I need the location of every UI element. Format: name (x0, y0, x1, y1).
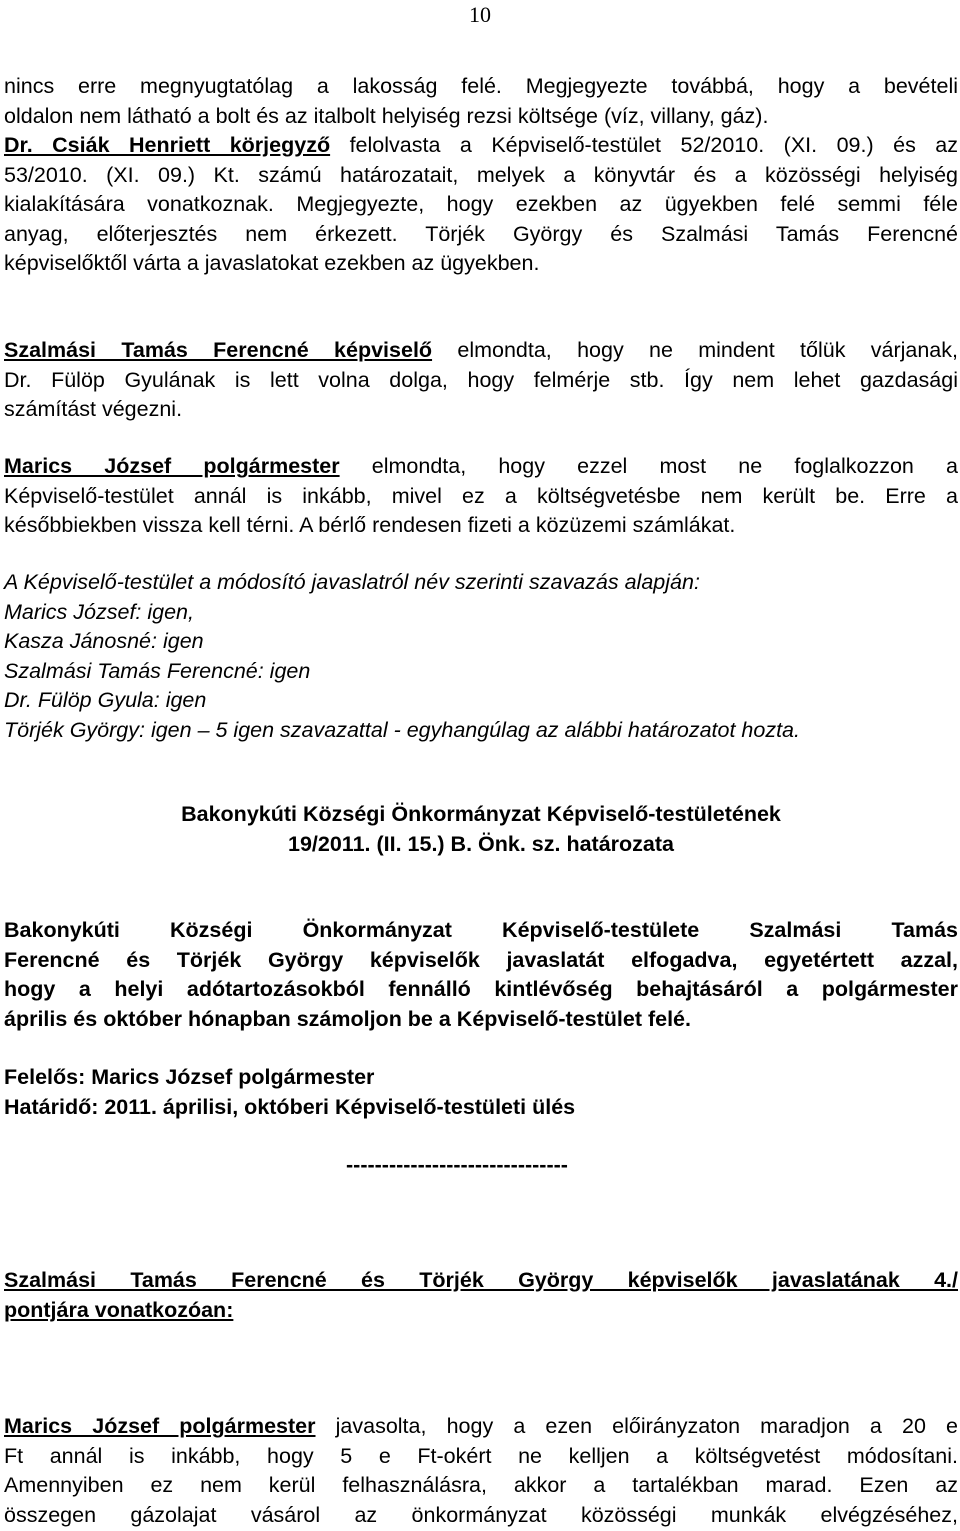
page-number: 10 (469, 2, 491, 27)
text-line: későbbiekben vissza kell térni. A bérlő rendesen fizeti a közüzemi számlákat. (4, 513, 736, 537)
text-line: képviselőktől várta a javaslatokat ezekben az ügyekben. (4, 251, 540, 275)
heading-line: Szalmási Tamás Ferencné és Törjék György képviselők javaslatának 4./ (4, 1268, 958, 1292)
paragraph-4 (4, 452, 958, 541)
deadline: Határidő: 2011. áprilisi, októberi Képviselő-testületi ülés (4, 1094, 576, 1119)
vote-line: Marics József: igen, (4, 599, 194, 624)
text-fragment: felolvasta a Képviselő-testület 52/2010. (XI. 09.) és az (330, 133, 959, 157)
text-line: Amennyiben ez nem kerül felhasználásra, akkor a tartalékban marad. Ezen az (4, 1473, 958, 1497)
text-line: összegen gázolajat vásárol az önkormányzat közösségi munkák elvégzéséhez, (4, 1502, 958, 1527)
text-line: Ft annál is inkább, hogy 5 e Ft-okért ne kelljen a költségvetést módosítani. (4, 1443, 958, 1468)
text-line: Bakonykúti Községi Önkormányzat Képviselő-testülete Szalmási Tamás (4, 918, 958, 942)
text-line: 53/2010. (XI. 09.) Kt. számú határozatait, melyek a könyvtár és a közösségi helyiség (4, 162, 958, 187)
vote-line: Dr. Fülöp Gyula: igen (4, 688, 207, 712)
resolution-body (4, 916, 958, 1034)
vote-result: Törjék György: igen – 5 igen szavazattal - egyhangúlag az alábbi határozatot hozta. (4, 717, 800, 742)
paragraph-1 (4, 72, 958, 131)
text-line: Ferencné és Törjék György képviselők javaslatát elfogadva, egyetértett azzal, (4, 947, 958, 972)
resolution-number: 19/2011. (II. 15.) B. Önk. sz. határozata (288, 831, 674, 856)
section-heading (4, 1266, 958, 1325)
text-line: számítást végezni. (4, 397, 183, 421)
vote-intro: A Képviselő-testület a módosító javaslatról név szerinti szavazás alapján: (4, 570, 700, 594)
speaker-name: Szalmási Tamás Ferencné képviselő (4, 338, 433, 362)
resolution-title-line: Bakonykúti Községi Önkormányzat Képviselő-testületének (181, 802, 781, 826)
text-line: anyag, előterjesztés nem érkezett. Törjék György és Szalmási Tamás Ferencné (4, 221, 958, 246)
resolution-meta (4, 1063, 958, 1122)
speaker-name: Marics József polgármester (4, 454, 340, 478)
heading-line: pontjára vonatkozóan: (4, 1297, 234, 1322)
paragraph-5 (4, 1412, 958, 1530)
text-line: nincs erre megnyugtatólag a lakosság felé. Megjegyezte továbbá, hogy a bevételi (4, 74, 958, 98)
text-line: oldalon nem látható a bolt és az italbolt helyiség rezsi költsége (víz, villany, gáz). (4, 103, 769, 128)
text-fragment: javasolta, hogy a ezen előirányzaton maradjon a 20 e (315, 1414, 958, 1438)
responsible: Felelős: Marics József polgármester (4, 1065, 375, 1089)
text-line: Képviselő-testület annál is inkább, mivel ez a költségvetésbe nem került be. Erre a (4, 483, 958, 508)
speaker-name: Dr. Csiák Henriett körjegyző (4, 133, 331, 157)
speaker-name: Marics József polgármester (4, 1414, 316, 1438)
vote-record (4, 568, 958, 745)
paragraph-3 (4, 336, 958, 425)
paragraph-2 (4, 131, 958, 279)
separator: ------------------------------- (346, 1153, 568, 1177)
vote-line: Szalmási Tamás Ferencné: igen (4, 658, 311, 683)
text-line: kialakítására vonatkoznak. Megjegyezte, hogy ezekben az ügyekben felé semmi féle (4, 192, 958, 216)
text-line (4, 131, 958, 161)
vote-line: Kasza Jánosné: igen (4, 629, 204, 653)
text-line (4, 336, 958, 366)
text-line: április és október hónapban számoljon be a Képviselő-testület felé. (4, 1006, 691, 1031)
resolution-title (4, 800, 958, 859)
text-line: Dr. Fülöp Gyulának is lett volna dolga, hogy felmérje stb. Így nem lehet gazdasági (4, 367, 958, 392)
text-line: hogy a helyi adótartozásokból fennálló kintlévőség behajtásáról a polgármester (4, 977, 958, 1001)
text-fragment: elmondta, hogy ezzel most ne foglalkozzon a (339, 454, 958, 478)
text-fragment: elmondta, hogy ne mindent tőlük várjanak, (432, 338, 958, 362)
text-line (4, 452, 958, 482)
text-line (4, 1412, 958, 1442)
